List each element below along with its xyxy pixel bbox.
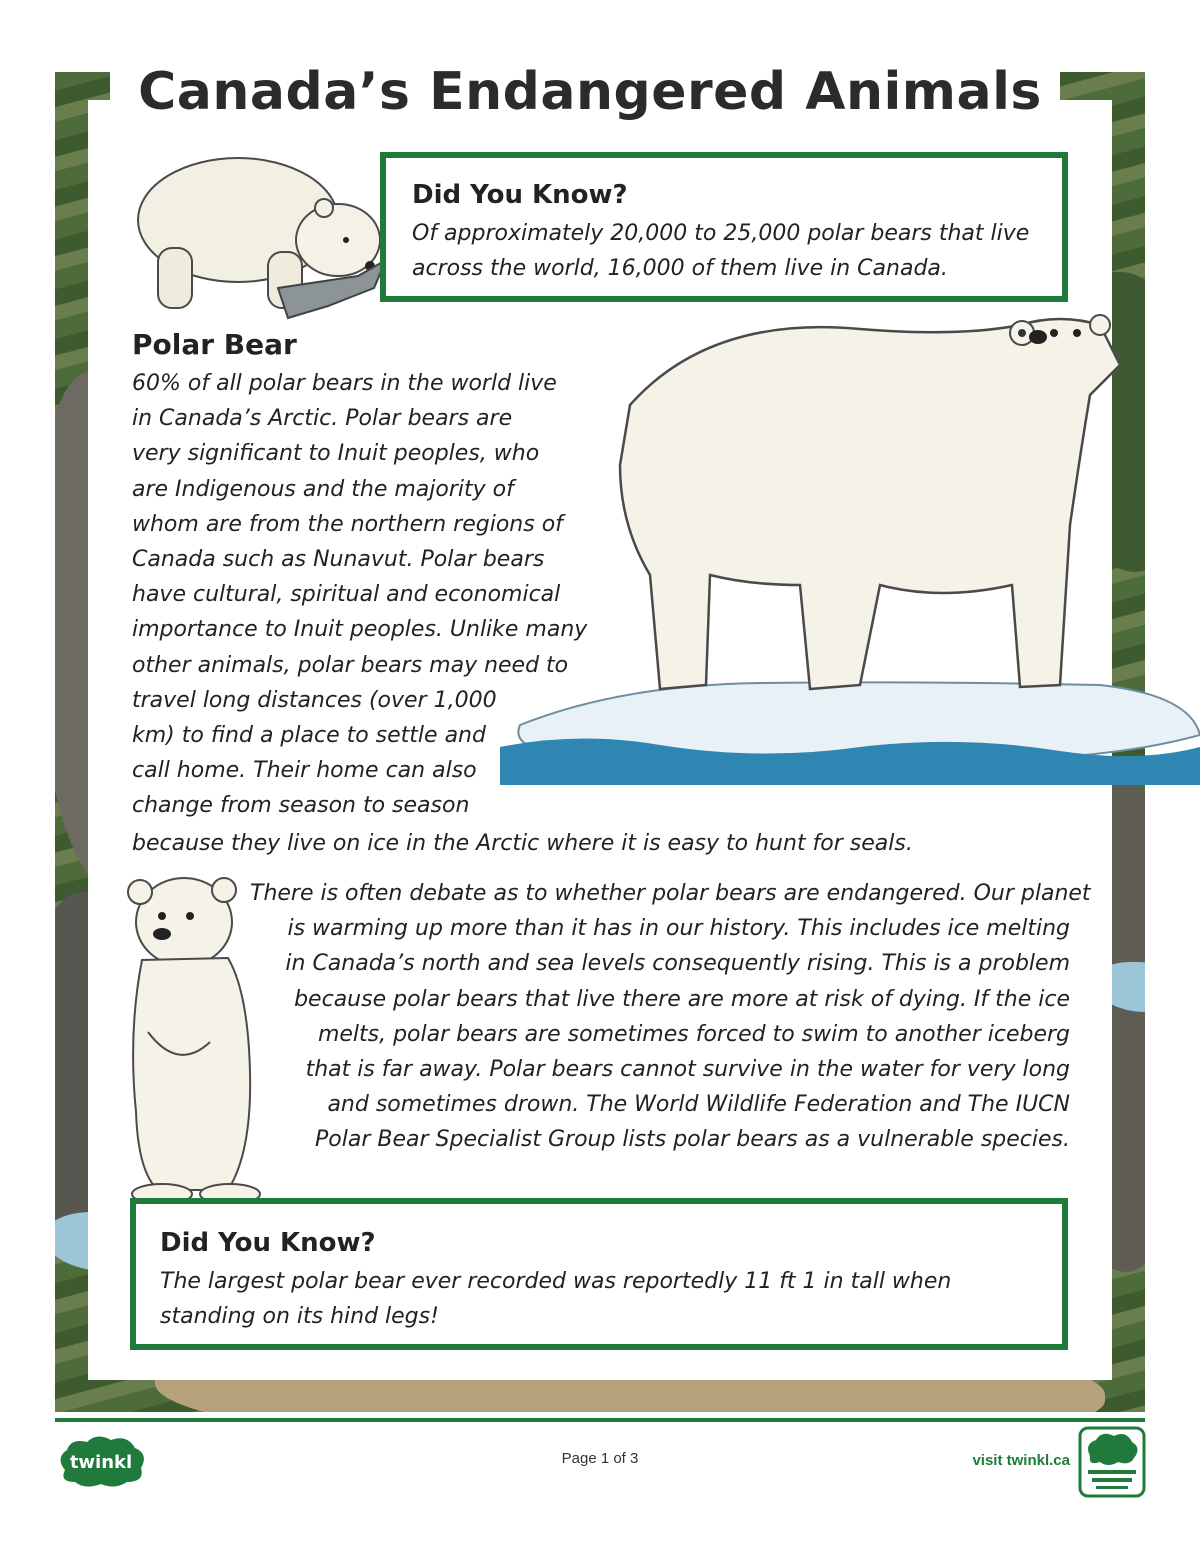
paragraph-2-line: is warming up more than it has in our history. This includes ice melting — [287, 916, 1070, 942]
paragraph-1-line: in Canada’s Arctic. Polar bears are — [132, 406, 513, 432]
did-you-know-heading: Did You Know? — [160, 1228, 376, 1258]
paragraph-1-line: are Indigenous and the majority of — [132, 476, 514, 502]
paragraph-1-line: whom are from the northern regions of — [132, 511, 563, 537]
paragraph-1-line: call home. Their home can also — [132, 758, 477, 784]
did-you-know-box-top — [380, 152, 1068, 302]
polar-bear-eating-fish-illustration — [128, 128, 393, 328]
paragraph-2-line: that is far away. Polar bears cannot survive in the water for very long — [305, 1057, 1070, 1083]
did-you-know-box-bottom — [130, 1198, 1068, 1350]
page-title: Canada’s Endangered Animals — [138, 62, 1042, 122]
paragraph-1-line: Canada such as Nunavut. Polar bears — [132, 547, 545, 573]
did-you-know-heading: Did You Know? — [412, 180, 628, 210]
section-heading-polar-bear: Polar Bear — [132, 328, 297, 361]
paragraph-2-line: because polar bears that live there are more at risk of dying. If the ice — [294, 986, 1070, 1012]
paragraph-2-line: Polar Bear Specialist Group lists polar bears as a vulnerable species. — [315, 1127, 1070, 1153]
paragraph-1-line: have cultural, spiritual and economical — [132, 582, 561, 608]
paragraph-1-line: km) to find a place to settle and — [132, 723, 486, 749]
paragraph-1-tail: because they live on ice in the Arctic where it is easy to hunt for seals. — [132, 831, 913, 856]
paragraph-2-line: melts, polar bears are sometimes forced to swim to another iceberg — [317, 1021, 1070, 1047]
paragraph-2 — [250, 876, 1091, 1158]
page-number: Page 1 of 3 — [561, 1450, 639, 1467]
visit-twinkl-link[interactable]: visit twinkl.ca — [972, 1452, 1070, 1469]
twinkl-logo-text: twinkl — [69, 1452, 133, 1473]
paragraph-1-line: travel long distances (over 1,000 — [132, 687, 497, 713]
polar-bear-cub-standing-illustration — [118, 872, 268, 1212]
paragraph-1-line: very significant to Inuit peoples, who — [132, 441, 540, 467]
paragraph-2-line: There is often debate as to whether polar bears are endangered. Our planet — [250, 881, 1091, 906]
paragraph-1-line: change from season to season — [132, 793, 470, 819]
paragraph-2-line: in Canada’s north and sea levels consequently rising. This is a problem — [285, 951, 1070, 977]
did-you-know-text: Of approximately 20,000 to 25,000 polar bears that live across the world, 16,000 of them live in Canada. — [412, 221, 1030, 281]
paragraph-1 — [132, 366, 612, 824]
paragraph-1-line: 60% of all polar bears in the world live — [132, 371, 557, 396]
quality-standard-badge-icon — [1078, 1426, 1146, 1498]
paragraph-1-line: importance to Inuit peoples. Unlike many — [132, 617, 588, 643]
footer-divider — [55, 1418, 1145, 1422]
did-you-know-text: The largest polar bear ever recorded was reportedly 11 ft 1 in tall when standing on its hind legs! — [160, 1269, 952, 1329]
paragraph-1-line: other animals, polar bears may need to — [132, 652, 569, 678]
paragraph-2-line: and sometimes drown. The World Wildlife Federation and The IUCN — [327, 1092, 1070, 1118]
